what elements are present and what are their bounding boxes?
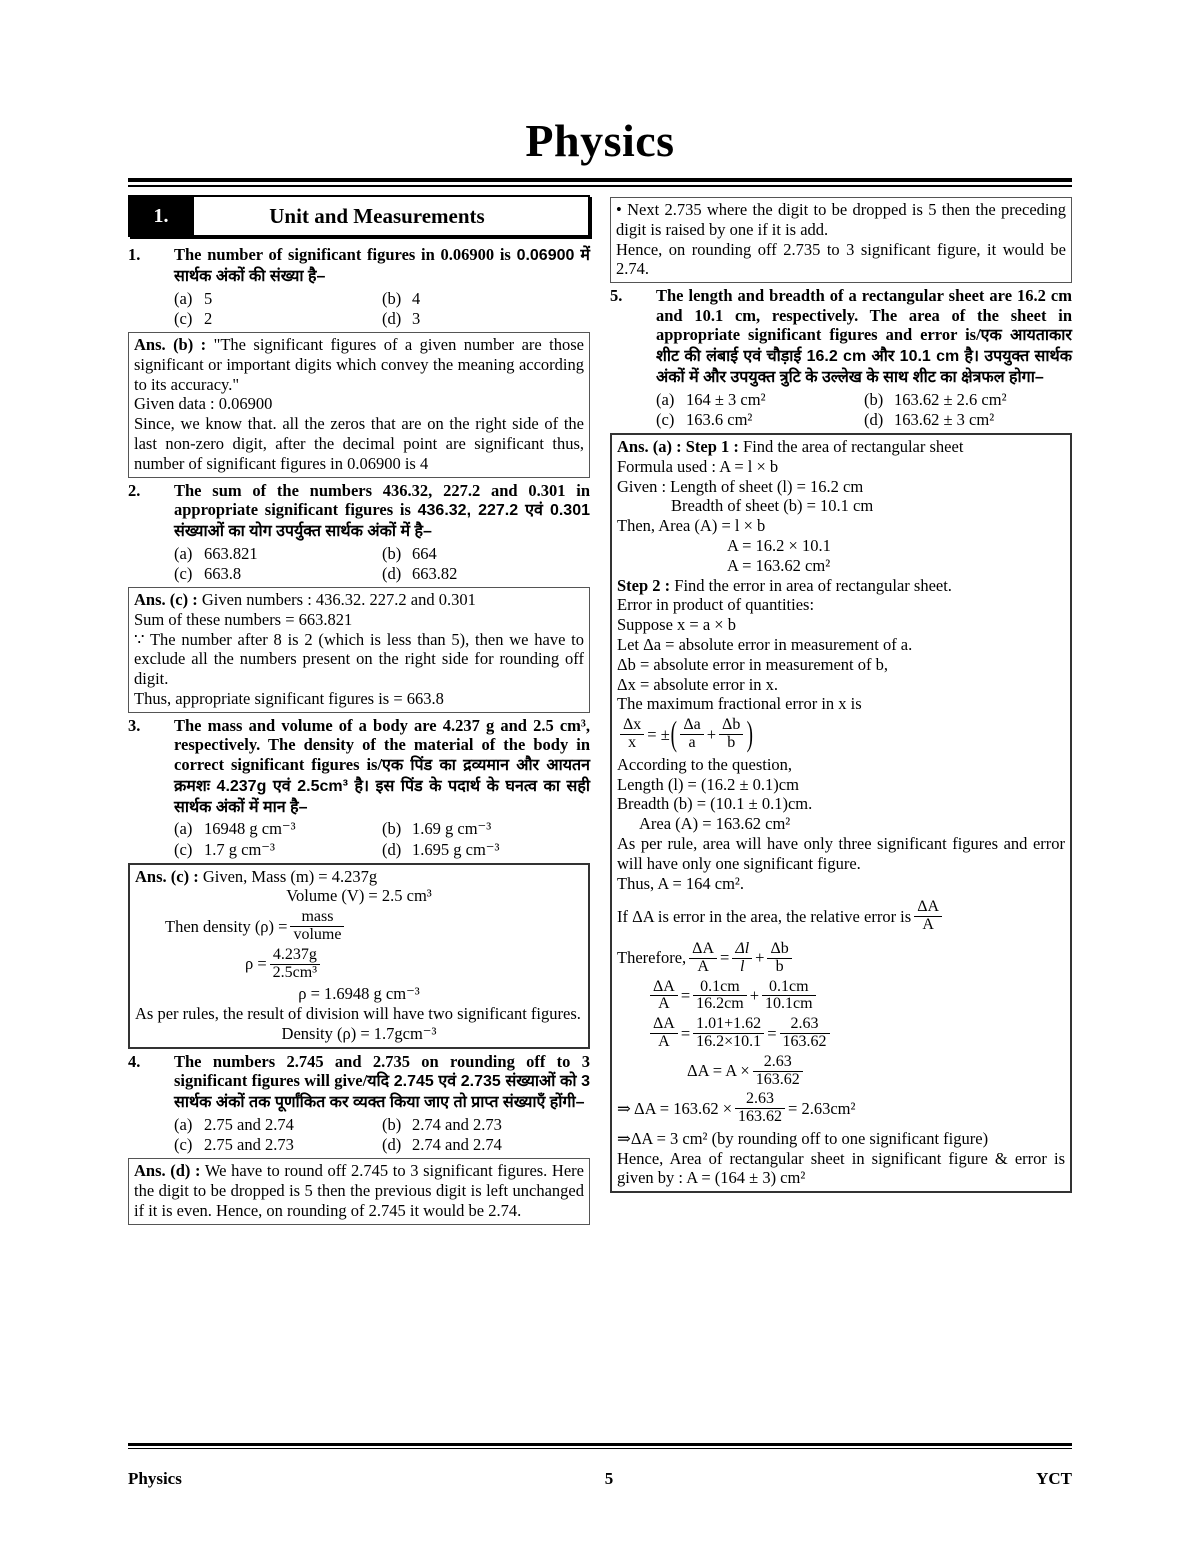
option-d[interactable]: (d) 163.62 ± 3 cm² [864, 409, 995, 429]
question-5-options [656, 390, 1072, 430]
density-formula [135, 909, 583, 944]
question-text [174, 716, 590, 818]
equals-sign: = [680, 1023, 691, 1043]
delta-a-label: ΔA = A × [687, 1061, 750, 1081]
equals-sign: = [680, 985, 691, 1005]
option-c[interactable]: (c) 163.6 cm² [656, 409, 753, 429]
rho-value: ρ = 1.6948 g cm⁻³ [298, 984, 420, 1004]
fraction-263-16362-3: $\frac{2.63}{163.62}$ [735, 1091, 785, 1126]
fraction-dl-l: $\frac{\Delta l}{l}$ [732, 941, 752, 976]
answer-line: Given data : 0.06900 [134, 394, 273, 414]
step1-text: Find the area of rectangular sheet [743, 437, 964, 456]
question-number: 3. [128, 715, 141, 735]
delta-a-suffix: = 2.63cm² [788, 1098, 856, 1118]
question-text-hi: एक आयताकार शीट की लंबाई एवं चौड़ाई 16.2 cm और 10.1 cm है। उपयुक्त सार्थक अंकों में और उपयुक्त त्रुटि के उल्लेख के साथ शीट का क्षेत्रफल होगा– [656, 327, 1072, 386]
option-a[interactable]: (a) 2.75 and 2.74 [174, 1115, 294, 1135]
step2-label: Step 2 : [617, 575, 671, 595]
two-column-body [128, 195, 1072, 1228]
question-text-hi: 436.32, 227.2 एवं 0.301 संख्याओं का योग उपर्युक्त सार्थक अंकों में है– [174, 502, 591, 540]
area-calc-2: A = 163.62 cm² [727, 555, 831, 575]
equals-sign: = [767, 1023, 777, 1043]
footer-page-number: 5 [604, 1469, 614, 1488]
answer-line: ∵ The number after 8 is 2 (which is less than 5), then we have to exclude all the numbers present on the right side for rounding off digit. [134, 629, 584, 689]
equals-sign: = [720, 948, 730, 968]
fractional-error-equation [617, 717, 1065, 752]
question-number: 4. [128, 1051, 141, 1071]
option-c[interactable]: (c) 2 [174, 308, 213, 328]
plus-sign: + [749, 985, 760, 1005]
question-number: 2. [128, 480, 141, 500]
option-d[interactable]: (d) 2.74 and 2.74 [382, 1135, 502, 1155]
option-b[interactable]: (b) 163.62 ± 2.6 cm² [864, 389, 1007, 409]
breadth-value: Breadth (b) = (10.1 ± 0.1)cm. [617, 794, 813, 814]
fraction-mass-volume: $\frac{\text{mass}}{\text{volume}}$ [290, 909, 344, 944]
fraction-dA-A: $\frac{\Delta A}{A}$ [914, 899, 942, 934]
option-d[interactable]: (d) 1.695 g cm⁻³ [382, 839, 500, 859]
paren-open: ( [670, 715, 677, 754]
option-a[interactable]: (a) 5 [174, 288, 213, 308]
header-divider [128, 178, 1072, 187]
rho-equation [135, 947, 583, 982]
fraction-dA-A-4: $\frac{\Delta A}{A}$ [650, 1016, 678, 1051]
given-breadth: Breadth of sheet (b) = 10.1 cm [671, 496, 874, 516]
according-to-question: According to the question, [617, 754, 793, 774]
therefore-equation [617, 941, 1065, 976]
question-text [656, 286, 1072, 388]
option-c[interactable]: (c) 663.8 [174, 563, 242, 583]
rule-text: As per rules, the result of division will have two significant figures. [135, 1004, 581, 1024]
question-number: 5. [610, 286, 623, 306]
option-b[interactable]: (b) 664 [382, 543, 437, 563]
area-calc-1: A = 16.2 × 10.1 [727, 535, 831, 555]
chapter-number: 1. [130, 197, 194, 235]
answer-line: Since, we know that. all the zeros that are on the right side of the last non-zero digit, after the decimal point are significant thus, number of significant figures in 0.06900 is 4 [134, 414, 584, 473]
question-4 [128, 1052, 590, 1113]
relative-error-line [617, 899, 1065, 934]
density-final: Density (ρ) = 1.7gcm⁻³ [281, 1024, 437, 1044]
answer-line: Hence, on rounding off 2.735 to 3 significant figure, it would be 2.74. [616, 239, 1066, 279]
answer-line: Sum of these numbers = 663.821 [134, 609, 353, 629]
answer-line: Thus, appropriate significant figures is = 663.8 [134, 689, 444, 709]
answer-label: Ans. (c) : [134, 590, 198, 610]
option-d[interactable]: (d) 3 [382, 308, 421, 328]
suppose-x: Suppose x = a × b [617, 615, 736, 635]
question-2 [128, 481, 590, 542]
question-text-hi: एक पिंड का द्रव्यमान और आयतन क्रमशः 4.237g एवं 2.5cm³ है। इस पिंड के पदार्थ के घनत्व का सही सार्थक अंकों में मान है– [174, 756, 590, 816]
delta-a-result [617, 1091, 1065, 1126]
formula-used: Formula used : A = l × b [617, 456, 779, 476]
error-product: Error in product of quantities: [617, 595, 815, 615]
fraction-rho: $\frac{4.237g}{\text{2.5cm³}}$ [270, 947, 320, 982]
fraction-dA-A-2: $\frac{\Delta A}{A}$ [689, 941, 717, 976]
equals-plusminus: = ± [647, 724, 670, 744]
paren-close: ) [746, 715, 754, 754]
question-text-hi: यदि 2.745 एवं 2.735 संख्याओं को 3 सार्थक अंकों तक पूर्णांकित कर व्यक्त किया जाए तो प्राप्त संख्याएँ होंगी– [174, 1073, 590, 1112]
then-area: Then, Area (A) = l × b [617, 516, 766, 536]
answer-box-4-continued [610, 197, 1072, 283]
max-fractional-error: The maximum fractional error in x is [617, 694, 862, 714]
option-b[interactable]: (b) 4 [382, 288, 421, 308]
answer-label: Ans. (c) : [135, 866, 199, 886]
fraction-db-b: $\frac{\Delta b}{b}$ [719, 717, 743, 752]
error-substitution-1 [617, 979, 1065, 1014]
question-text-hi: 0.06900 में सार्थक अंकों की संख्या है– [174, 247, 590, 285]
fraction-263-16362-2: $\frac{2.63}{163.62}$ [753, 1054, 803, 1089]
delta-a-rounded: ⇒ΔA = 3 cm² (by rounding off to one significant figure) [617, 1128, 989, 1148]
delta-a-equation [617, 1054, 1065, 1089]
option-c[interactable]: (c) 1.7 g cm⁻³ [174, 839, 275, 859]
delta-x: Δx = absolute error in x. [617, 674, 779, 694]
answer-line: "The significant figures of a given number are those significant or important digits which convey the meaning according to its accuracy." [134, 335, 584, 394]
plus-sign: + [755, 948, 765, 968]
chapter-title: Unit and Measurements [269, 203, 485, 228]
answer-label: Ans. (a) : [617, 437, 682, 456]
fraction-01-162: $\frac{0.1cm}{16.2cm}$ [693, 979, 747, 1014]
answer-bullet: • Next 2.735 where the digit to be dropped is 5 then the preceding digit is raised by one if it is add. [616, 200, 1066, 239]
answer-box-5 [610, 433, 1072, 1193]
density-label: Then density (ρ) = [165, 916, 288, 936]
fraction-dA-A-3: $\frac{\Delta A}{A}$ [650, 979, 678, 1014]
question-4-options [174, 1115, 590, 1155]
question-text-en: The numbers 2.745 and 2.735 on rounding off to 3 significant figures will give/ [174, 1051, 590, 1091]
question-number: 1. [128, 245, 141, 264]
fraction-01-101: $\frac{0.1cm}{10.1cm}$ [762, 979, 816, 1014]
error-substitution-2 [617, 1016, 1065, 1051]
answer-line: Given numbers : 436.32. 227.2 and 0.301 [201, 590, 476, 610]
footer-right: YCT [1036, 1469, 1072, 1488]
answer-label: Ans. (d) : [134, 1161, 201, 1181]
answer-label: Ans. (b) : [134, 335, 207, 354]
option-c[interactable]: (c) 2.75 and 2.73 [174, 1135, 294, 1155]
fraction-263-16362: $\frac{2.63}{163.62}$ [780, 1016, 830, 1051]
chapter-header [128, 195, 590, 237]
left-column [128, 195, 596, 1228]
answer-box-3 [128, 863, 590, 1049]
relative-error-text: If ΔA is error in the area, the relative error is [617, 906, 912, 926]
option-a[interactable]: (a) 16948 g cm⁻³ [174, 819, 296, 839]
question-3 [128, 716, 590, 818]
plus-sign: + [706, 724, 717, 744]
question-text-en: The sum of the numbers 436.32, 227.2 and 0.301 in appropriate significant figures is [174, 480, 590, 520]
question-text-en: The length and breadth of a rectangular sheet are 16.2 cm and 10.1 cm, respectively. The area of the sheet in appropriate significant figures and error is/ [656, 286, 1072, 345]
answer-box-2 [128, 587, 590, 713]
fraction-sum-product: $\frac{1.01+1.62}{16.2\times 10.1}$ [693, 1016, 764, 1051]
significant-rule: As per rule, area will have only three significant figures and error will have only one significant figure. [617, 833, 1065, 873]
rho-label: ρ = [245, 954, 267, 974]
question-2-options [174, 544, 590, 584]
question-5 [610, 286, 1072, 388]
answer-box-1 [128, 332, 590, 478]
length-value: Length (l) = (16.2 ± 0.1)cm [617, 774, 799, 794]
therefore-label: Therefore, [617, 948, 687, 968]
delta-a-prefix: ⇒ ΔA = 163.62 × [617, 1098, 733, 1118]
fraction-da-a: $\frac{\Delta a}{a}$ [680, 717, 703, 752]
option-a[interactable]: (a) 164 ± 3 cm² [656, 389, 766, 409]
right-column [604, 195, 1072, 1196]
question-text [174, 481, 590, 542]
question-text-en: The mass and volume of a body are 4.237 g and 2.5 cm³, respectively. The density of the material of the body in correct significant figures is/ [174, 715, 590, 774]
fraction-dx-x: $\frac{\Delta x}{x}$ [620, 717, 644, 752]
given-length: Given : Length of sheet (l) = 16.2 cm [617, 476, 864, 496]
question-3-options [174, 819, 590, 859]
option-b[interactable]: (b) 1.69 g cm⁻³ [382, 819, 492, 839]
area-value: Area (A) = 163.62 cm² [639, 814, 791, 834]
question-text [174, 245, 590, 287]
answer-given: Given, Mass (m) = 4.237g [202, 866, 378, 886]
option-a[interactable]: (a) 663.821 [174, 543, 258, 563]
footer-left: Physics [128, 1469, 182, 1488]
page-footer [128, 1469, 1072, 1489]
let-delta-a: Let Δa = absolute error in measurement of a. [617, 634, 913, 654]
question-text-en: The number of significant figures in 0.06900 is [174, 245, 511, 264]
question-text [174, 1052, 590, 1113]
page-title: Physics [525, 115, 675, 166]
thus-a: Thus, A = 164 cm². [617, 873, 745, 893]
answer-box-4 [128, 1158, 590, 1224]
answer-volume: Volume (V) = 2.5 cm³ [286, 886, 432, 906]
step1-label: Step 1 : [685, 437, 739, 456]
question-1 [128, 245, 590, 287]
delta-b: Δb = absolute error in measurement of b, [617, 654, 889, 674]
question-1-options [174, 289, 590, 329]
option-b[interactable]: (b) 2.74 and 2.73 [382, 1115, 502, 1135]
footer-divider [128, 1443, 1072, 1449]
step2-text: Find the error in area of rectangular sheet. [674, 575, 952, 595]
answer-line: We have to round off 2.745 to 3 significant figures. Here the digit to be dropped is 5 then the previous digit is left unchanged if it is even. Hence, on rounding of 2.745 it would be 2.74. [134, 1161, 584, 1220]
option-d[interactable]: (d) 663.82 [382, 563, 458, 583]
step2 [617, 576, 1065, 596]
hence-final: Hence, Area of rectangular sheet in significant figure & error is given by : A = (164 ± 3) cm² [617, 1148, 1065, 1188]
fraction-db-b-2: $\frac{\Delta b}{b}$ [767, 941, 791, 976]
